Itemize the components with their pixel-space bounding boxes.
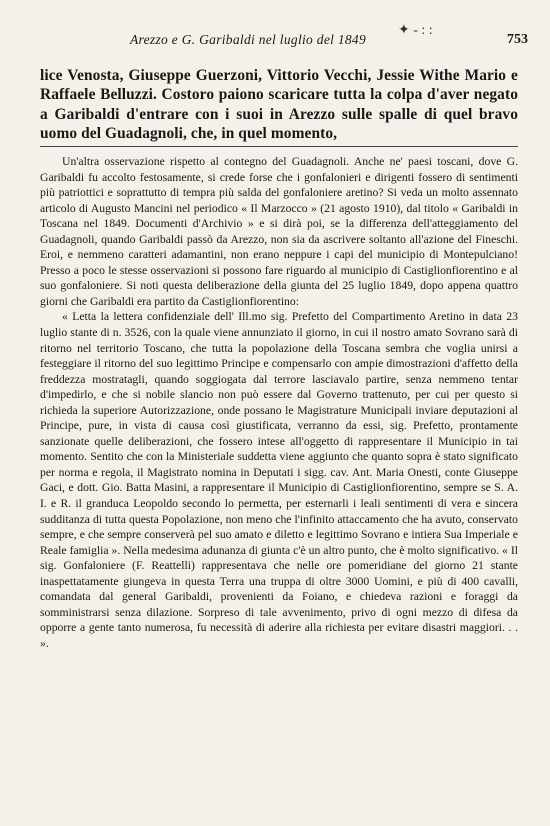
footnote-separator: [40, 146, 518, 147]
ornament-mark: ✦ - : :: [398, 23, 433, 38]
page-number: 753: [507, 32, 528, 47]
footnote-quotation: « Letta la lettera confidenziale dell' Ill.mo sig. Prefetto del Compartimento Aretino in data 23 luglio stante di n. 3526, con la quale viene annunziato il giorno, in cui il nostro amato Sovrano sarà di ritorno nel territorio Toscano, che tutta la popolazione della Toscana sembra che voglia unirsi a festeggiare il ritorno del suo legittimo Principe e compensarlo con ampie dimostrazioni d'affetto della freddezza mostratagli, quando soggiogata dal terrore lasciavalo partire, senza nemmeno tentar d'impedirlo, e che si nobile slancio non può essere dal Governo trattenuto, per cui per questo si richieda la superiore Autorizzazione, onde possano le Magistrature Municipali inviare deputazioni al Principe, pure, in vista di causa così giustificata, verranno da essi, sig. Prefetto, prontamente sanzionate quelle deliberazioni, che fossero intese all'oggetto di rappresentare il Municipio in tai momento. Sentito che con la Ministeriale suddetta viene aggiunto che quanto sopra è stato significato per norma e regola, il Magistrato nomina in Deputati i sigg. cav. Ant. Maria Onesti, conte Giuseppe Gaci, e dott. Gio. Batta Masini, a rappresentare il Municipio di Castiglionfiorentino, sempre se S. A. I. e R. il granduca Leopoldo secondo lo permetta, per esternarli i leali sentimenti di vera e sincera sudditanza di tutta questa Popolazione, non meno che l'infinito attaccamento che ha avuto, conservato sempre, e che sempre conserverà pel suo amato e diletto e legittimo Sovrano e intiera Sua Imperiale e Reale famiglia ». Nella medesima adunanza di giunta c'è un altro punto, che è molto significativo. « Il sig. Gonfaloniere (F. Reattelli) rappresentava che nelle ore pomeridiane del giorno 21 stante inaspettatamente giungeva in questa Terra una truppa di oltre 3000 Uomini, e più di 400 cavalli, comandata dal general Garibaldi, provenienti da Foiano, e chiedeva razioni e foraggi da somministrarsi senza dilazione. Sorpreso di tale avvenimento, privo di ogni mezzo di difesa da opporre a gente tanto numerosa, fu necessità di aderire alla richiesta per evitare disastri maggiori. . . ».: [40, 310, 518, 650]
footnote-section: [40, 154, 518, 652]
running-title: Arezzo e G. Garibaldi nel luglio del 1849: [130, 32, 367, 47]
main-paragraph: lice Venosta, Giuseppe Guerzoni, Vittorio Vecchi, Jessie Withe Mario e Raffaele Belluzzi. Costoro paiono scaricare tutta la colpa d'aver negato a Garibaldi d'entrare con i suoi in Arezzo sulle spalle di quel bravo uomo del Guadagnoli, che, in quel momento,: [40, 67, 518, 142]
main-body: [40, 66, 518, 143]
footnote-paragraph: Un'altra osservazione rispetto al contegno del Guadagnoli. Anche ne' paesi toscani, dove G. Garibaldi fu accolto festosamente, si crede forse che i gonfalonieri e dirigenti fossero di sentimenti più patriottici e soprattutto di tempra più salda del gonfaloniere aretino? Si veda un molto assennato articolo di Augusto Mancini nel periodico « Il Marzocco » (21 agosto 1910), dal titolo « Garibaldi in Toscana nel 1849. Documenti d'Archivio » e si dirà poi, se la differenza dell'atteggiamento del Guadagnoli, quando Garibaldi passò da Arezzo, non sia da ascrivere soltanto all'azione del Fineschi. Eroi, e nemmeno caratteri adamantini, non erano neppure i capi del municipio di Montepulciano! Presso a poco le stesse osservazioni si possono fare riguardo al municipio di Castiglionfiorentino e al suo gonfaloniere. Si noti questa deliberazione della giunta del 25 luglio 1849, dopo appena quattro giorni che Garibaldi era partito da Castiglionfiorentino:: [40, 155, 518, 308]
page-header: [60, 23, 528, 52]
